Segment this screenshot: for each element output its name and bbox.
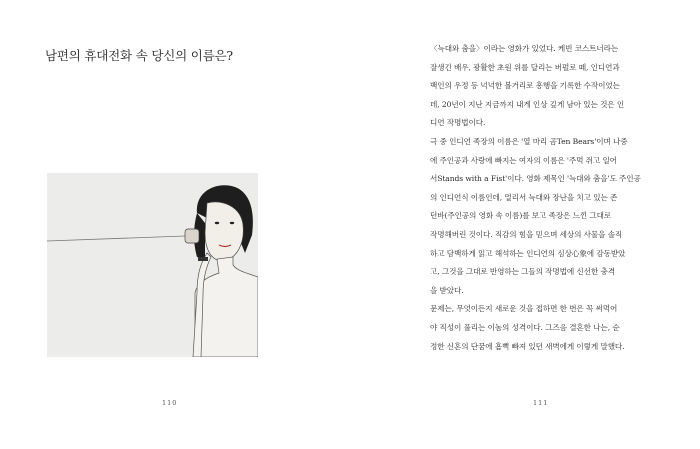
text-line: 디언 작명법이다. bbox=[430, 118, 486, 128]
page-number: 110 bbox=[162, 399, 178, 407]
chapter-heading: 남편의 휴대전화 속 당신의 이름은? bbox=[45, 48, 233, 63]
text-line: 데, 20년이 지난 지금까지 내게 인상 깊게 남아 있는 것은 인 bbox=[430, 99, 625, 109]
text-line: 잘생긴 배우, 광활한 초원 위를 달리는 버펄로 떼, 인디언과 bbox=[430, 62, 620, 72]
text-line: 을 받았다. bbox=[430, 285, 464, 295]
page-number: 111 bbox=[533, 399, 549, 407]
text-line: 작명해버린 것이다. 직감의 힘을 믿으며 세상의 사물을 솔직 bbox=[430, 229, 623, 239]
text-line: 던바(주인공의 영화 속 이름)를 보고 족장은 느낀 그대로 bbox=[430, 211, 612, 221]
text-line: 의 인디언식 이름인데, 멀리서 늑대와 장난을 치고 있는 존 bbox=[430, 192, 618, 202]
text-line: 서Stands with a Fist'이다. 영화 제목인 '늑대와 춤을'도 주인공 bbox=[430, 174, 641, 184]
text-line: 고, 그것을 그대로 반영하는 그들의 작명법에 신선한 충격 bbox=[430, 267, 615, 277]
text-line: 백인의 우정 등 넉넉한 볼거리로 흥행을 기록한 수작이었는 bbox=[430, 81, 620, 91]
text-line: 〈늑대와 춤을〉이라는 영화가 있었다. 케빈 코스트너라는 bbox=[430, 44, 619, 53]
right-page bbox=[350, 0, 700, 449]
body-text bbox=[430, 40, 665, 356]
text-line: 극 중 인디언 족장의 이름은 '열 마리 곰Ten Bears'이며 나중 bbox=[430, 136, 628, 146]
text-line: 야 직성이 풀리는 이놈의 성격이다. 그즈음 결혼한 나는, 순 bbox=[430, 322, 620, 332]
text-line: 하고 담백하게 읽고 해석하는 인디언의 심상心象에 감동받았 bbox=[430, 248, 626, 258]
text-line: 정한 신혼의 단꿈에 흠뻑 빠져 있던 새벽에게 이렇게 말했다. bbox=[430, 341, 625, 351]
text-line: 에 주인공과 사랑에 빠지는 여자의 이름은 '주먹 쥐고 일어 bbox=[430, 155, 617, 165]
illustration-woman-with-can-phone bbox=[47, 173, 258, 357]
text-line: 문제는, 무엇이든지 새로운 것을 접하면 한 번은 꼭 써먹어 bbox=[430, 304, 618, 314]
